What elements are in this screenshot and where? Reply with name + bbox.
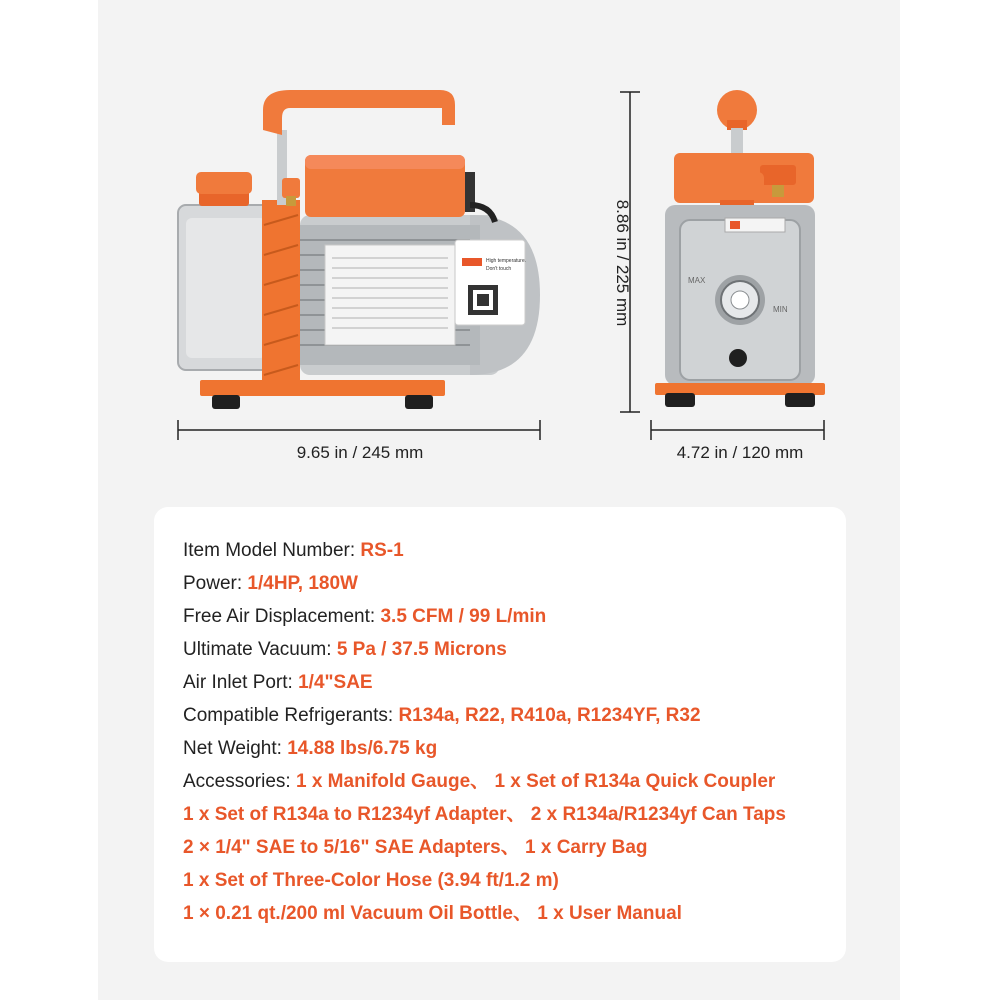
- spec-row-accessories: [183, 767, 775, 797]
- spec-label: Power:: [183, 573, 248, 594]
- spec-row-air-inlet: [183, 668, 373, 698]
- svg-text:High temperature.: High temperature.: [486, 258, 527, 264]
- width-dimension-label: 4.72 in / 120 mm: [676, 443, 804, 462]
- svg-text:Don't touch: Don't touch: [486, 266, 512, 272]
- spec-row-air-displacement: [183, 602, 546, 632]
- accessories-line: 1 x Set of R134a to R1234yf Adapter、 2 x R134a/R1234yf Can Taps: [183, 804, 786, 825]
- accessories-line: 2 × 1/4" SAE to 5/16" SAE Adapters、 1 x Carry Bag: [183, 837, 648, 858]
- length-dimension-label: 9.65 in / 245 mm: [296, 443, 424, 462]
- spec-row-power: [183, 569, 358, 599]
- svg-text:MIN: MIN: [773, 305, 788, 314]
- spec-row-ultimate-vacuum: [183, 635, 507, 665]
- accessories-line: 1 x Set of Three-Color Hose (3.94 ft/1.2 m): [183, 870, 559, 891]
- vacuum-pump-side-view: [178, 90, 540, 409]
- spec-label: Compatible Refrigerants:: [183, 705, 399, 726]
- spec-value: R134a, R22, R410a, R1234YF, R32: [398, 705, 701, 726]
- spec-row-refrigerants: [183, 701, 701, 731]
- spec-row-net-weight: [183, 734, 437, 764]
- height-dimension-label: 8.86 in / 225 mm: [613, 199, 632, 327]
- spec-value: 1/4"SAE: [298, 672, 373, 693]
- spec-label: Free Air Displacement:: [183, 606, 381, 627]
- svg-text:MAX: MAX: [688, 276, 706, 285]
- spec-value: 1 x Manifold Gauge、 1 x Set of R134a Quick Coupler: [295, 771, 776, 792]
- spec-value: RS-1: [360, 540, 404, 561]
- spec-value: 1/4HP, 180W: [247, 573, 358, 594]
- spec-value: 5 Pa / 37.5 Microns: [336, 639, 507, 660]
- spec-label: Air Inlet Port:: [183, 672, 299, 693]
- spec-value: 3.5 CFM / 99 L/min: [380, 606, 547, 627]
- vacuum-pump-front-view: [655, 90, 825, 407]
- spec-label: Ultimate Vacuum:: [183, 639, 337, 660]
- spec-label: Net Weight:: [183, 738, 288, 759]
- spec-value: 14.88 lbs/6.75 kg: [287, 738, 438, 759]
- spec-label: Item Model Number:: [183, 540, 361, 561]
- spec-label: Accessories:: [183, 771, 296, 792]
- spec-row-model: [183, 536, 404, 566]
- accessories-line: 1 × 0.21 qt./200 ml Vacuum Oil Bottle、 1 x User Manual: [183, 903, 682, 924]
